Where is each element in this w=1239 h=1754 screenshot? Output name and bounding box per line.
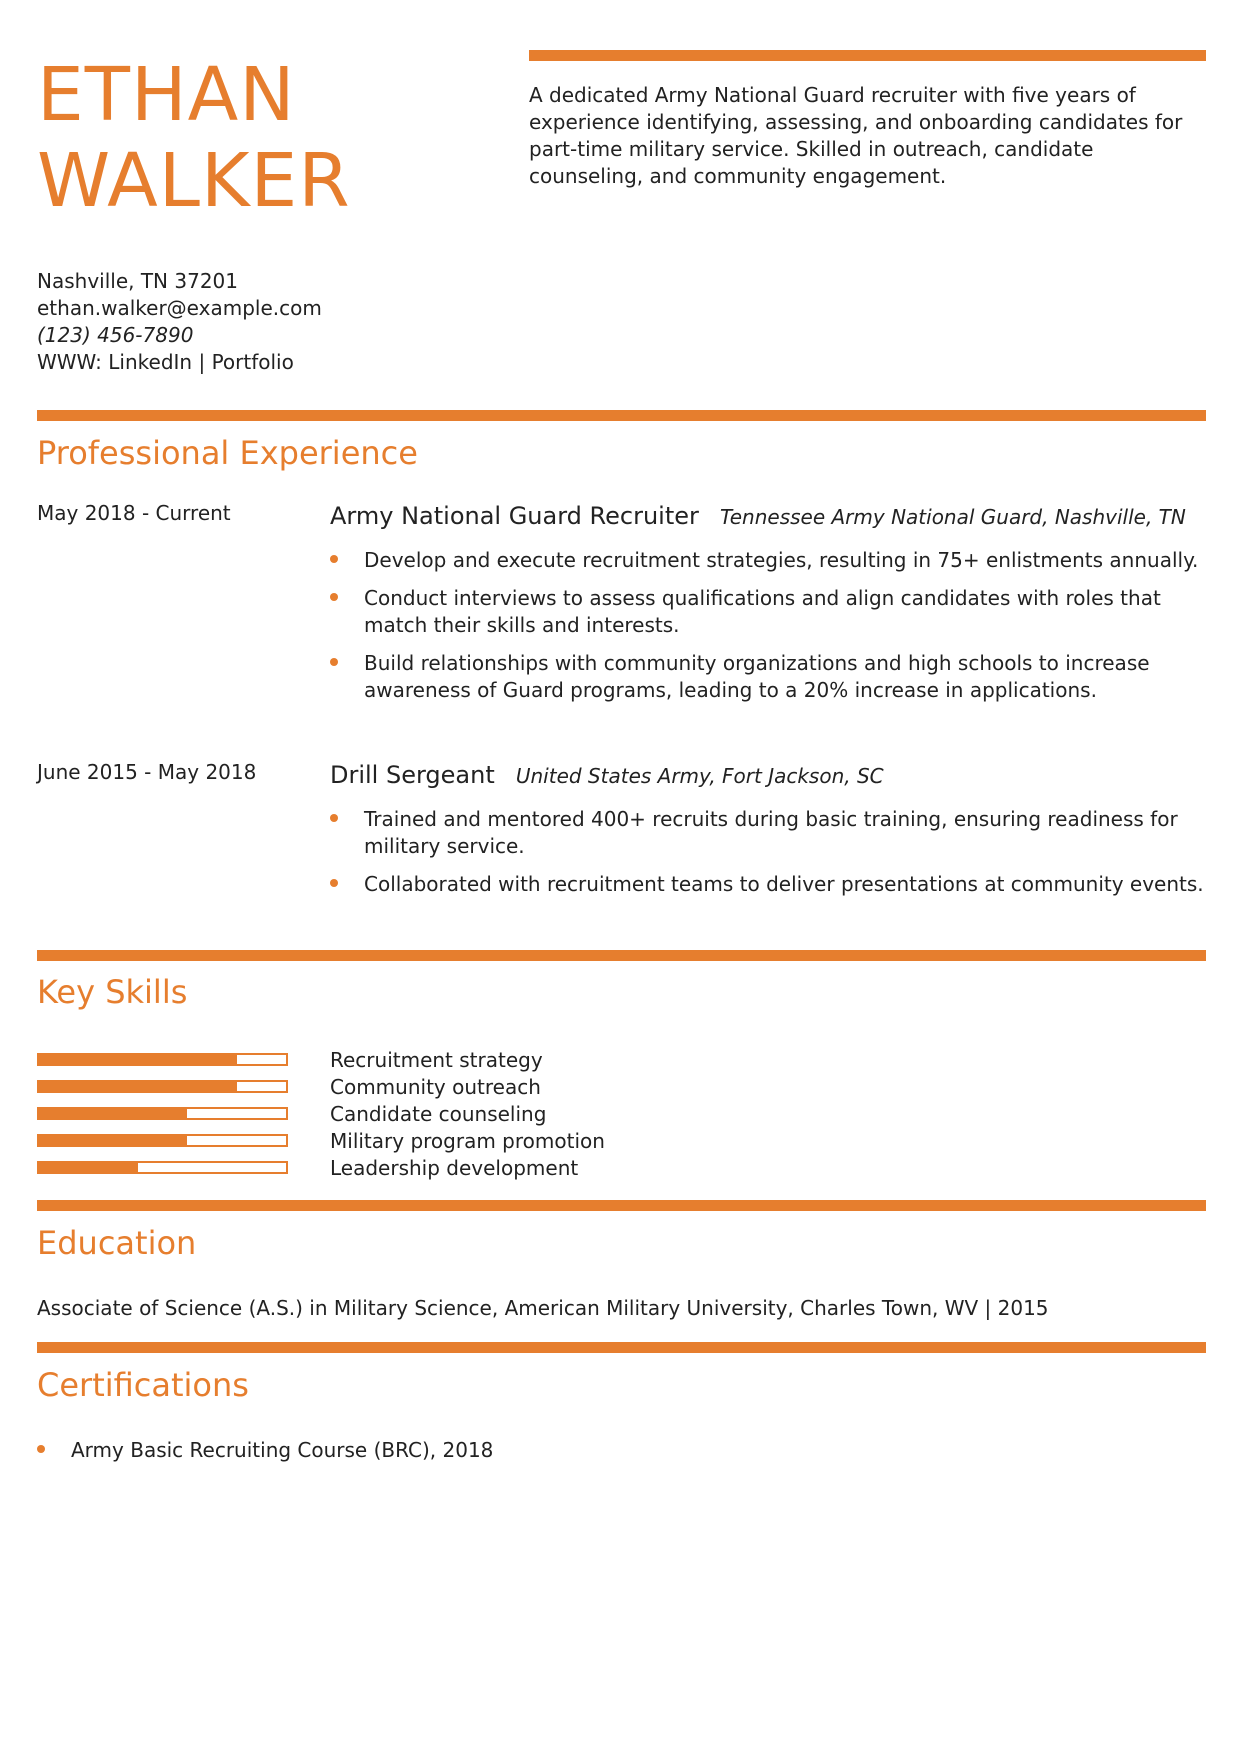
skill-meter — [37, 1053, 288, 1066]
job-2-dates: June 2015 - May 2018 — [37, 760, 257, 784]
job-1-bullets — [330, 547, 1210, 715]
skill-meter-fill — [39, 1055, 237, 1064]
list-item: Trained and mentored 400+ recruits during basic training, ensuring readiness for military service. — [330, 806, 1210, 860]
bullet-dot-icon — [330, 814, 338, 822]
job-1-company: Tennessee Army National Guard, Nashville, TN — [719, 505, 1186, 529]
job-2-bullets — [330, 806, 1210, 909]
skills-divider — [37, 950, 1206, 961]
contact-email[interactable]: ethan.walker@example.com — [37, 296, 322, 320]
summary-text: A dedicated Army National Guard recruiter with five years of experience identifying, assessing, and onboarding candidates for part-time military service. Skilled in outreach, candidate counseling, and community engagement. — [529, 83, 1183, 188]
job-2-company: United States Army, Fort Jackson, SC — [515, 764, 884, 788]
skill-meter — [37, 1161, 288, 1174]
skill-label: Candidate counseling — [330, 1102, 547, 1126]
skill-meter — [37, 1080, 288, 1093]
job-1-header — [330, 502, 1186, 530]
contact-links — [37, 349, 322, 376]
education-title: Education — [37, 1224, 197, 1262]
first-name: ETHAN — [37, 52, 296, 138]
skill-meter — [37, 1107, 288, 1120]
job-2-header — [330, 761, 884, 789]
job-1-dates: May 2018 - Current — [37, 501, 231, 525]
skill-label: Leadership development — [330, 1156, 579, 1180]
bullet-dot-icon — [330, 593, 338, 601]
skill-meter-fill — [39, 1136, 187, 1145]
list-item: Army Basic Recruiting Course (BRC), 2018 — [37, 1437, 493, 1464]
www-label: WWW: — [37, 350, 102, 374]
skill-row — [37, 1101, 737, 1128]
certifications-divider — [37, 1342, 1206, 1353]
skill-meter-fill — [39, 1082, 237, 1091]
bullet-dot-icon — [330, 658, 338, 666]
bullet-dot-icon — [330, 879, 338, 887]
contact-address: Nashville, TN 37201 — [37, 269, 238, 293]
skill-meter-fill — [39, 1109, 187, 1118]
list-item: Build relationships with community organizations and high schools to increase awareness of Guard programs, leading to a 20% increase in applications. — [330, 650, 1210, 704]
skill-row — [37, 1047, 737, 1074]
experience-title: Professional Experience — [37, 434, 418, 472]
list-item: Develop and execute recruitment strategies, resulting in 75+ enlistments annually. — [330, 547, 1210, 574]
list-item: Collaborated with recruitment teams to deliver presentations at community events. — [330, 871, 1210, 898]
skill-row — [37, 1074, 737, 1101]
skill-label: Community outreach — [330, 1075, 541, 1099]
skill-meter-fill — [39, 1163, 138, 1172]
job-2-title: Drill Sergeant — [330, 761, 495, 789]
skill-meter — [37, 1134, 288, 1147]
bullet-dot-icon — [330, 555, 338, 563]
education-divider — [37, 1200, 1206, 1211]
link-separator: | — [198, 350, 206, 374]
contact-phone: (123) 456-7890 — [37, 323, 194, 347]
skills-title: Key Skills — [37, 973, 188, 1011]
portfolio-link[interactable]: Portfolio — [211, 350, 294, 374]
bullet-dot-icon — [37, 1445, 45, 1453]
list-item: Conduct interviews to assess qualifications and align candidates with roles that match their skills and interests. — [330, 585, 1210, 639]
skills-list — [37, 1047, 737, 1182]
contact-block — [37, 268, 322, 376]
job-1-title: Army National Guard Recruiter — [330, 502, 699, 530]
last-name: WALKER — [37, 138, 351, 224]
skill-label: Military program promotion — [330, 1129, 605, 1153]
candidate-name — [37, 52, 477, 224]
skill-row — [37, 1155, 737, 1182]
certifications-list — [37, 1437, 493, 1464]
linkedin-link[interactable]: LinkedIn — [108, 350, 193, 374]
certifications-title: Certifications — [37, 1366, 249, 1404]
education-entry: Associate of Science (A.S.) in Military Science, American Military University, Charles Town, WV | 2015 — [37, 1296, 1049, 1320]
skill-label: Recruitment strategy — [330, 1048, 543, 1072]
summary-divider — [529, 50, 1206, 61]
experience-divider — [37, 410, 1206, 421]
skill-row — [37, 1128, 737, 1155]
